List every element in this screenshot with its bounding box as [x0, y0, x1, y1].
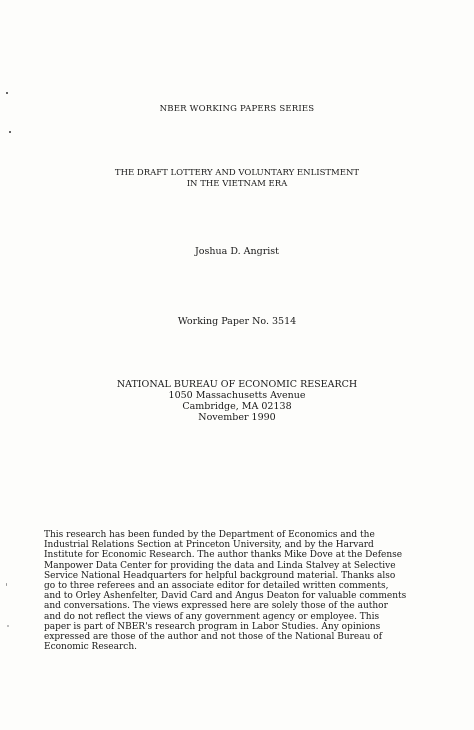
acknowledgements-footnote	[44, 530, 444, 652]
series-heading: NBER WORKING PAPERS SERIES	[159, 104, 315, 114]
footnote-line: Institute for Economic Research. The author thanks Mike Dove at the Defense	[44, 550, 403, 561]
scan-speck	[7, 625, 9, 627]
publisher-address	[0, 379, 474, 423]
footnote-line: This research has been funded by the Department of Economics and the	[44, 530, 375, 540]
publisher-name: NATIONAL BUREAU OF ECONOMIC RESEARCH	[116, 379, 358, 390]
footnote-line: expressed are those of the author and not those of the National Bureau of	[44, 632, 383, 643]
footnote-line: paper is part of NBER's research program in Labor Studies. Any opinions	[44, 621, 381, 632]
working-paper-number: Working Paper No. 3514	[177, 316, 297, 327]
publication-date: November 1990	[198, 412, 276, 423]
footnote-line: Service National Headquarters for helpful background material. Thanks also	[44, 570, 396, 581]
publisher-city: Cambridge, MA 02138	[182, 401, 292, 412]
footnote-line: go to three referees and an associate editor for detailed written comments,	[44, 581, 389, 592]
footnote-line: and do not reflect the views of any government agency or employee. This	[44, 611, 380, 622]
footnote-line: Industrial Relations Section at Princeton University, and by the Harvard	[44, 540, 374, 551]
footnote-line: and conversations. The views expressed here are solely those of the author	[44, 601, 388, 612]
author-name: Joshua D. Angrist	[195, 246, 279, 257]
scan-speck	[9, 131, 11, 133]
title-line-2: IN THE VIETNAM ERA	[186, 179, 288, 189]
scan-speck	[6, 92, 8, 94]
footnote-line: and to Orley Ashenfelter, David Card and Angus Deaton for valuable comments	[44, 591, 407, 602]
publisher-street: 1050 Massachusetts Avenue	[168, 390, 306, 401]
title-line-1: THE DRAFT LOTTERY AND VOLUNTARY ENLISTMENT	[114, 168, 360, 178]
paper-title	[0, 168, 474, 190]
footnote-line: Manpower Data Center for providing the data and Linda Stalvey at Selective	[44, 560, 396, 571]
footnote-line: Economic Research.	[44, 642, 137, 653]
scan-speck	[6, 583, 7, 586]
